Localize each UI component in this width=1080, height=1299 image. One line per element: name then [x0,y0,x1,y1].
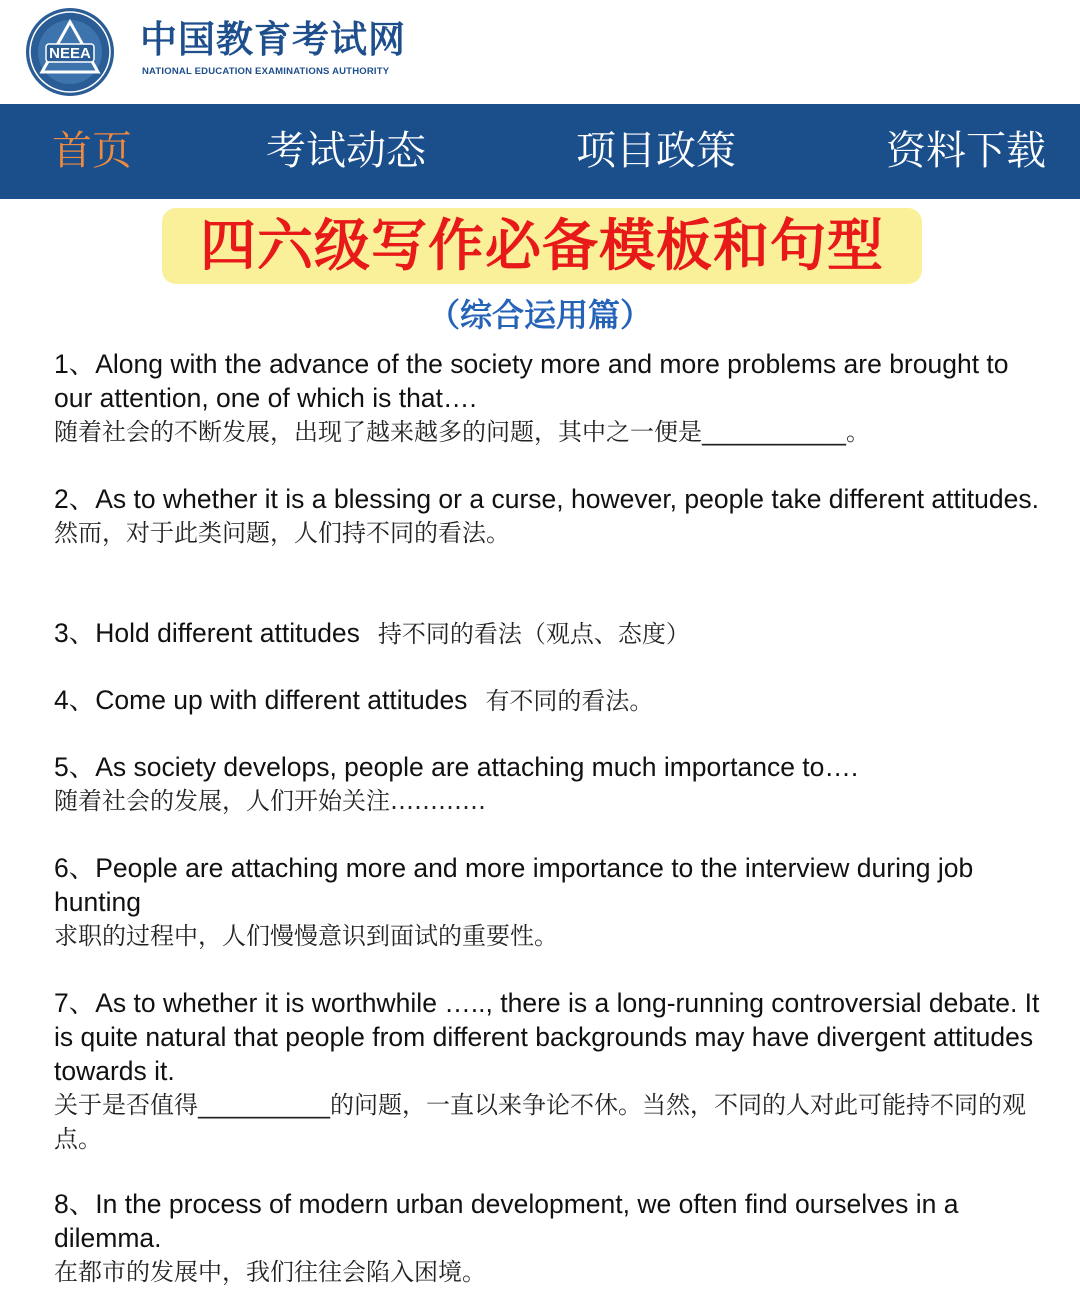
entry-chinese: 持不同的看法（观点、态度） [377,620,690,648]
list-item [54,750,1044,818]
page-title: 四六级写作必备模板和句型 [200,213,884,279]
nav-item-home[interactable]: 首页 [52,128,132,174]
entry-chinese: 随着社会的不断发展，出现了越来越多的问题，其中之一便是____________。 [54,418,870,446]
entry-chinese: 随着社会的发展，人们开始关注………… [54,787,486,815]
entry-english: 3、Hold different attitudes [54,618,360,648]
brand-name-en: NATIONAL EDUCATION EXAMINATIONS AUTHORITY [142,66,390,77]
nav-item-exam-news[interactable]: 考试动态 [266,128,426,174]
entry-chinese: 在都市的发展中，我们往往会陷入困境。 [54,1258,486,1286]
entry-english: 8、In the process of modern urban development, we often find ourselves in a dilemma. [54,1189,959,1253]
nav-item-downloads[interactable]: 资料下载 [886,128,1046,174]
entry-english: 4、Come up with different attitudes [54,685,468,715]
svg-text:NEEA: NEEA [49,45,91,62]
entry-english: 1、Along with the advance of the society more and more problems are brought to our attention, one of which is that…. [54,349,1009,413]
nav-item-policy[interactable]: 项目政策 [576,128,736,174]
page-subtitle: （综合运用篇） [427,296,652,334]
entry-english: 5、As society develops, people are attaching much importance to…. [54,752,859,782]
title-highlight [162,208,922,284]
list-item [54,1187,1044,1289]
main-nav [0,104,1080,199]
entry-chinese: 有不同的看法。 [485,687,654,715]
entry-line [54,683,1044,718]
entry-english: 2、As to whether it is a blessing or a curse, however, people take different attitudes. [54,484,1039,514]
list-item [54,347,1044,449]
neea-logo-icon[interactable] [22,6,118,98]
entry-chinese: 求职的过程中，人们慢慢意识到面试的重要性。 [54,922,558,950]
entry-english: 7、As to whether it is worthwhile ….., there is a long-running controversial debate. It is quite natural that people from different backgrounds may have divergent attitudes towards it. [54,988,1040,1086]
entry-english: 6、People are attaching more and more importance to the interview during job hunting [54,853,974,917]
list-item [54,851,1044,953]
list-item [54,482,1044,550]
list-item [54,683,1044,718]
entry-line [54,616,1044,651]
list-item [54,986,1044,1156]
site-header [0,0,1080,104]
brand-name-cn[interactable]: 中国教育考试网 [140,18,406,61]
entry-chinese: 然而，对于此类问题，人们持不同的看法。 [54,519,510,547]
entry-chinese: 关于是否值得___________的问题，一直以来争论不休。当然，不同的人对此可能持不同的观点。 [54,1091,1026,1153]
list-item [54,616,1044,651]
